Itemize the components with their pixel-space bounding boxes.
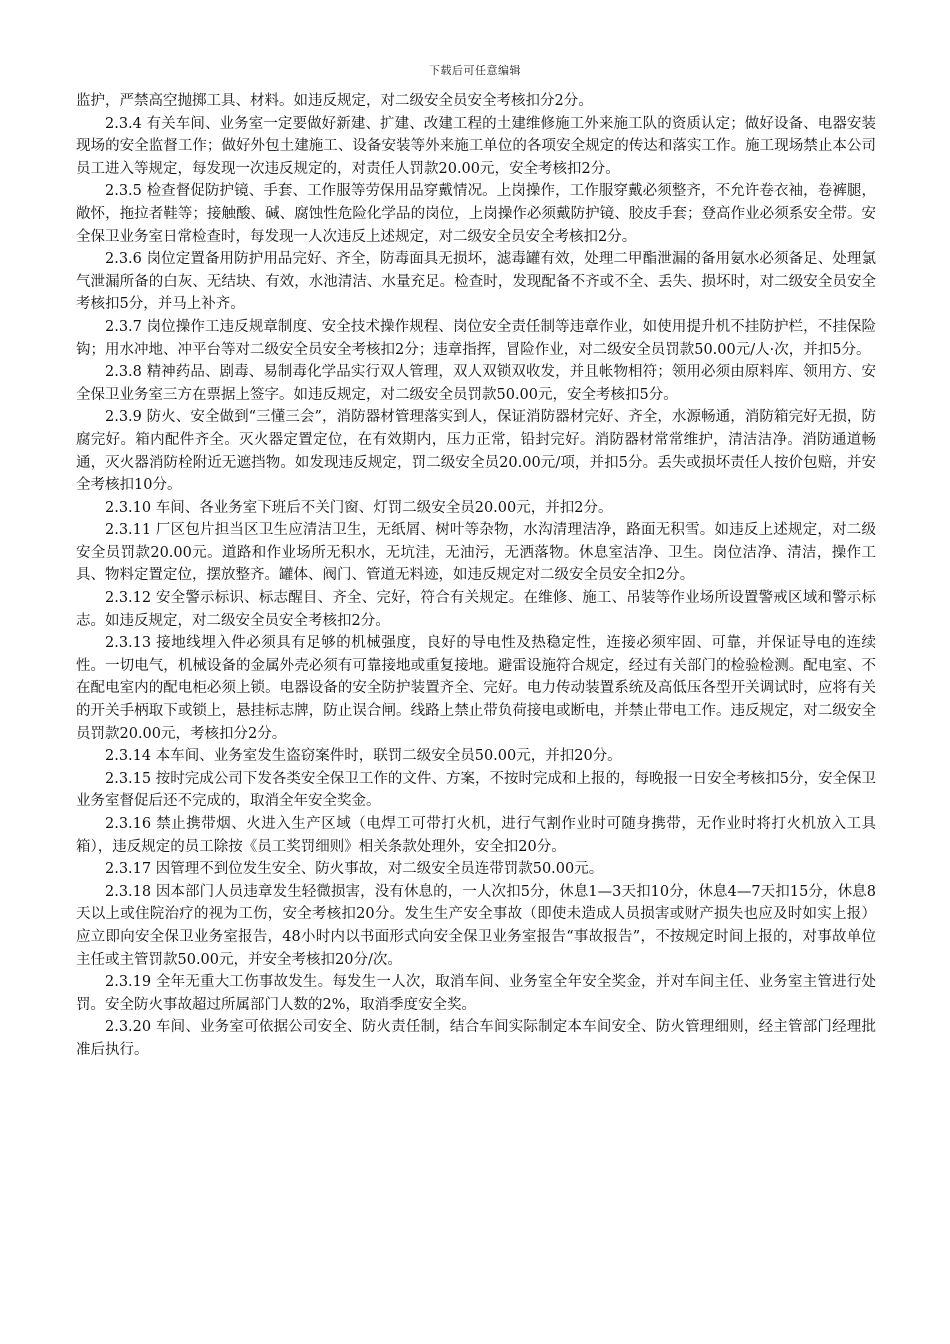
paragraph-2-3-20: 2.3.20 车间、业务室可依据公司安全、防火责任制，结合车间实际制定本车间安全、防火管理细则，经主管部门经理批准后执行。 (76, 1019, 876, 1058)
page-header-note: 下载后可任意编辑 (429, 64, 521, 77)
paragraph-2-3-19: 2.3.19 全年无重大工伤事故发生。每发生一人次，取消车间、业务室全年安全奖金，并对车间主任、业务室主管进行处罚。安全防火事故超过所属部门人数的2%，取消季度安全奖。 (76, 974, 876, 1013)
paragraph-2-3-17: 2.3.17 因管理不到位发生安全、防火事故，对二级安全员连带罚款50.00元。 (105, 861, 604, 878)
paragraph-2-3-11: 2.3.11 厂区包片担当区卫生应清洁卫生，无纸屑、树叶等杂物，水沟清理洁净，路面无积雪。如违反上述规定，对二级安全员罚款20.00元。道路和作业场所无积水，无坑洼，无油污，无洒落物。休息室洁净、卫生。岗位洁净、清洁，操作工具、物料定置定位，摆放整齐。罐体、阀门、管道无料迹，如违反规定对二级安全员安全扣2分。 (76, 522, 876, 584)
paragraph-2-3-5: 2.3.5 检查督促防护镜、手套、工作服等劳保用品穿戴情况。上岗操作，工作服穿戴必须整齐，不允许卷衣袖，卷裤腿，敞怀，拖拉者鞋等；接触酸、碱、腐蚀性危险化学品的岗位，上岗操作必须戴防护镜、胶皮手套；登高作业必须系安全带。安全保卫业务室日常检查时，每发现一人次违反上述规定，对二级安全员安全考核扣2分。 (76, 183, 876, 245)
paragraph-2-3-16: 2.3.16 禁止携带烟、火进入生产区域（电焊工可带打火机，进行气割作业时可随身携带，无作业时将打火机放入工具箱），违反规定的员工除按《员工奖罚细则》相关条款处理外，安全扣20分。 (76, 816, 876, 855)
paragraph-2-3-8: 2.3.8 精神药品、剧毒、易制毒化学品实行双人管理，双人双锁双收发，并且帐物相符；领用必须由原料库、领用方、安全保卫业务室三方在票据上签字。如违反规定，对二级安全员罚款50.00元，安全考核扣5分。 (76, 364, 876, 403)
document-body (76, 90, 876, 1062)
paragraph-2-3-7: 2.3.7 岗位操作工违反规章制度、安全技术操作规程、岗位安全责任制等违章作业，如使用提升机不挂防护栏，不挂保险钩；用水冲地、冲平台等对二级安全员安全考核扣2分；违章指挥，冒险作业，对二级安全员罚款50.00元/人·次，并扣5分。 (76, 318, 876, 358)
paragraph-2-3-10: 2.3.10 车间、各业务室下班后不关门窗、灯罚二级安全员20.00元，并扣2分。 (105, 499, 613, 516)
paragraph-2-3-14: 2.3.14 本车间、业务室发生盗窃案件时，联罚二级安全员50.00元，并扣20分。 (105, 748, 622, 765)
paragraph-2-3-4: 2.3.4 有关车间、业务室一定要做好新建、扩建、改建工程的土建维修施工外来施工队的资质认定；做好设备、电器安装现场的安全监督工作；做好外包土建施工、设备安装等外来施工单位的各项安全规定的传达和落实工作。施工现场禁止本公司员工进入等规定，每发现一次违反规定的，对责任人罚款20.00元，安全考核扣2分。 (76, 115, 876, 177)
paragraph-2-3-9: 2.3.9 防火、安全做到“三懂三会”，消防器材管理落实到人，保证消防器材完好、齐全，水源畅通，消防箱完好无损，防腐完好。箱内配件齐全。灭火器定置定位，在有效期内，压力正常，铅封完好。消防器材常常维护，清洁洁净。消防通道畅通，灭火器消防栓附近无遮挡物。如发现违反规定，罚二级安全员20.00元/项，并扣5分。丢失或损坏责任人按价包赔，并安全考核扣10分。 (76, 409, 876, 494)
paragraph-continuation: 监护，严禁高空抛掷工具、材料。如违反规定，对二级安全员安全考核扣分2分。 (76, 93, 593, 109)
paragraph-2-3-12: 2.3.12 安全警示标识、标志醒目、齐全、完好，符合有关规定。在维修、施工、吊装等作业场所设置警戒区域和警示标志。如违反规定，对二级安全员安全考核扣2分。 (76, 590, 876, 629)
paragraph-2-3-6: 2.3.6 岗位定置备用防护用品完好、齐全，防毒面具无损坏，滤毒罐有效，处理二甲酯泄漏的备用氨水必须备足、处理氯气泄漏所备的白灰、无结块、有效，水池清洁、水量充足。检查时，发现配备不齐或不全、丢失、损坏时，对二级安全员安全考核扣5分，并马上补齐。 (76, 251, 876, 313)
paragraph-2-3-18: 2.3.18 因本部门人员违章发生轻微损害，没有休息的，一人次扣5分，休息1—3天扣10分，休息4—7天扣15分，休息8天以上或住院治疗的视为工伤，安全考核扣20分。发生生产安全事故（即使未造成人员损害或财产损失也应及时如实上报）应立即向安全保卫业务室报告，48小时内以书面形式向安全保卫业务室报告“事故报告”，不按规定时间上报的，对事故单位主任或主管罚款50.00元，并安全考核扣20分/次。 (76, 883, 876, 968)
paragraph-2-3-15: 2.3.15 按时完成公司下发各类安全保卫工作的文件、方案，不按时完成和上报的，每晚报一日安全考核扣5分，安全保卫业务室督促后还不完成的，取消全年安全奖金。 (76, 770, 876, 810)
paragraph-2-3-13: 2.3.13 接地线埋入件必须具有足够的机械强度，良好的导电性及热稳定性，连接必须牢固、可靠，并保证导电的连续性。一切电气，机械设备的金属外壳必须有可靠接地或重复接地。避雷设施符合规定，经过有关部门的检验检测。配电室、不在配电室内的配电柜必须上锁。电器设备的安全防护装置齐全、完好。电力传动装置系统及高低压各型开关调试时，应将有关的开关手柄取下或锁上，悬挂标志牌，防止误合闸。线路上禁止带负荷接电或断电，并禁止带电工作。违反规定，对二级安全员罚款20.00元，考核扣分2分。 (76, 635, 876, 742)
